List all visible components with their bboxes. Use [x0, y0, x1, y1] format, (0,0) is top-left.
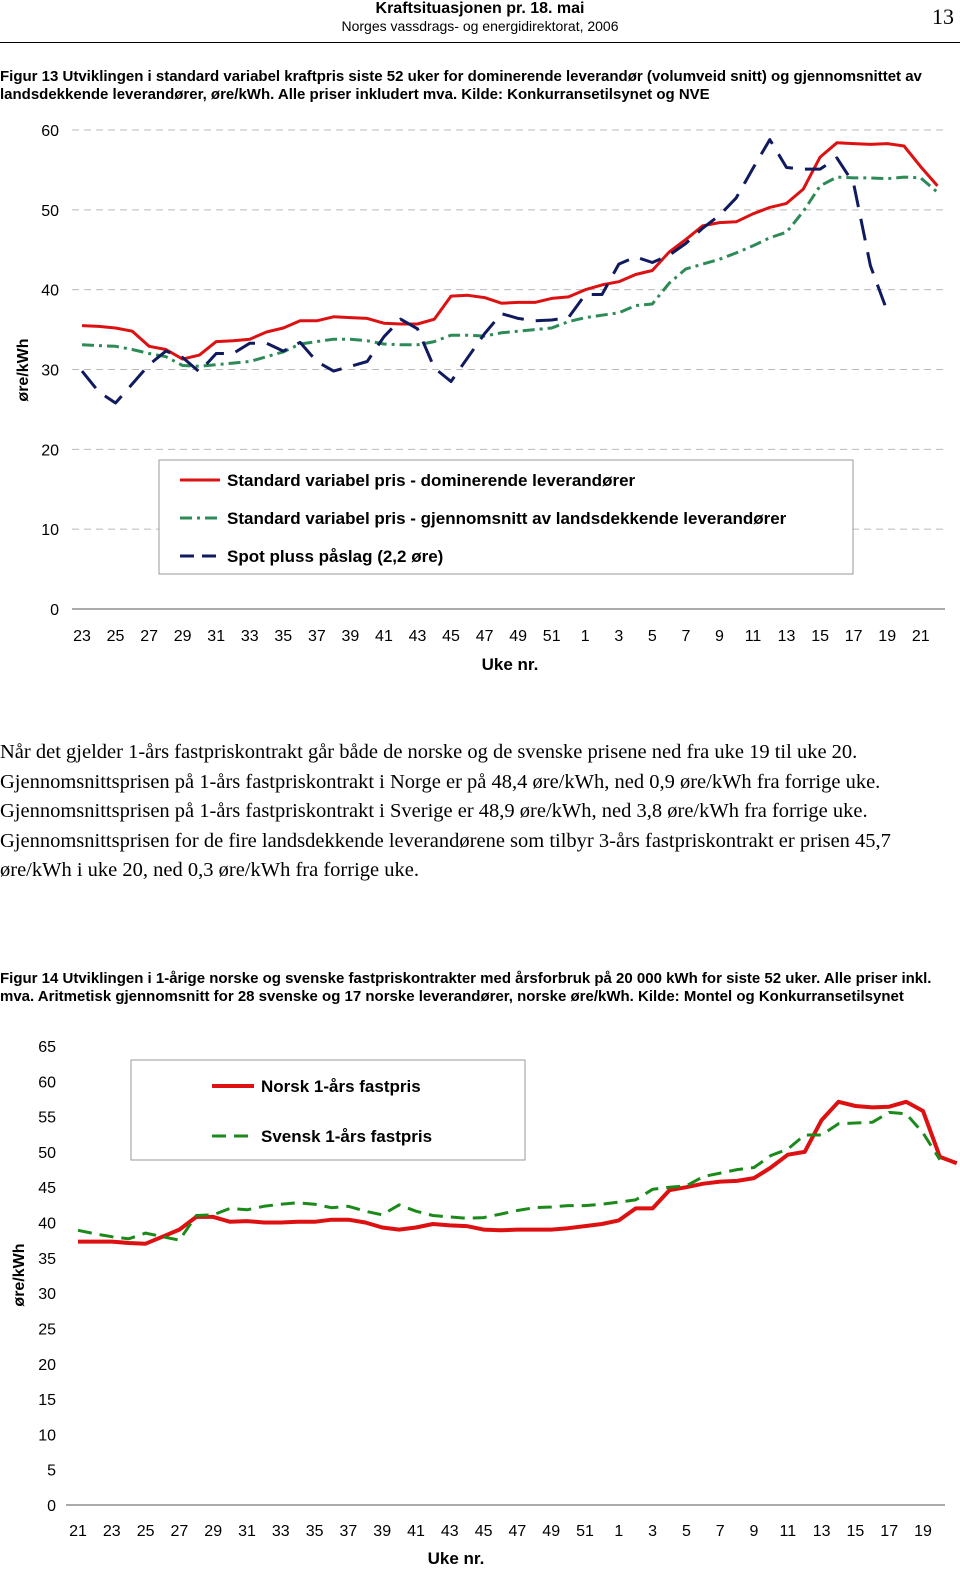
series-line-1	[82, 143, 938, 359]
y-axis-title: øre/kWh	[11, 1243, 28, 1307]
x-tick-label: 1	[614, 1523, 624, 1540]
x-axis-title: Uke nr.	[481, 655, 539, 674]
y-tick-label: 65	[38, 1039, 56, 1056]
x-tick-label: 37	[307, 628, 326, 645]
x-tick-label: 9	[714, 628, 724, 645]
x-tick-label: 17	[880, 1523, 899, 1540]
x-tick-label: 43	[440, 1523, 459, 1540]
x-tick-label: 51	[542, 628, 561, 645]
y-tick-label: 40	[41, 282, 59, 300]
chart-13	[0, 110, 960, 700]
x-tick-label: 31	[238, 1523, 256, 1540]
figure14-caption: Figur 14 Utviklingen i 1-årige norske og svenske fastpriskontrakter med årsforbruk på 20 000 kWh for siste 52 uker. Alle priser inkl. mva. Aritmetisk gjennomsnitt for 28 svenske og 17 norske leverandører, norske øre/kWh. Kilde: Montel og Konkurransetilsynet	[0, 970, 932, 1005]
x-tick-label: 45	[474, 1523, 493, 1540]
legend-label: Norsk 1-års fastpris	[261, 1077, 421, 1096]
x-tick-label: 21	[69, 1523, 87, 1540]
x-tick-label: 33	[240, 628, 259, 645]
x-tick-label: 3	[614, 628, 624, 645]
x-tick-label: 23	[73, 628, 91, 645]
y-tick-label: 45	[38, 1180, 56, 1198]
x-tick-label: 23	[102, 1523, 121, 1540]
figure13-caption: Figur 13 Utviklingen i standard variabel kraftpris siste 52 uker for dominerende leverandør (volumveid snitt) og gjennomsnittet av landsdekkende leverandører, øre/kWh. Alle priser inkludert mva. Kilde: Konkurransetilsynet og NVE	[0, 68, 922, 103]
x-tick-label: 15	[846, 1523, 865, 1540]
y-tick-label: 10	[38, 1427, 56, 1445]
x-tick-label: 27	[170, 1523, 189, 1540]
x-tick-label: 5	[681, 1523, 691, 1540]
x-tick-label: 29	[173, 628, 192, 645]
x-tick-label: 41	[375, 628, 393, 645]
y-tick-label: 20	[38, 1356, 56, 1374]
header-subtitle: Norges vassdrags- og energidirektorat, 2006	[341, 18, 619, 34]
page-header	[0, 0, 960, 40]
x-tick-label: 35	[305, 1523, 324, 1540]
x-tick-label: 31	[207, 628, 226, 645]
series-line-3	[82, 140, 887, 403]
legend-label: Spot pluss påslag (2,2 øre)	[227, 547, 444, 566]
chart-14	[0, 1030, 960, 1570]
page-number: 13	[932, 4, 954, 29]
x-tick-label: 45	[442, 628, 460, 645]
legend-label: Standard variabel pris - gjennomsnitt av landsdekkende leverandører	[227, 509, 787, 528]
x-tick-label: 29	[204, 1523, 223, 1540]
x-tick-label: 1	[580, 628, 590, 645]
x-tick-label: 7	[715, 1523, 725, 1540]
x-tick-label: 13	[777, 628, 796, 645]
y-tick-label: 5	[47, 1462, 56, 1480]
y-tick-label: 30	[41, 362, 59, 380]
x-tick-label: 39	[373, 1523, 392, 1540]
x-tick-label: 49	[509, 628, 528, 645]
y-tick-label: 15	[38, 1392, 56, 1410]
y-tick-label: 0	[50, 602, 59, 619]
x-tick-label: 19	[878, 628, 897, 645]
x-tick-label: 37	[339, 1523, 358, 1540]
header-title: Kraftsituasjonen pr. 18. mai	[375, 0, 585, 17]
x-tick-label: 11	[779, 1523, 797, 1540]
y-tick-label: 35	[38, 1250, 56, 1268]
y-tick-label: 30	[38, 1286, 56, 1304]
y-tick-label: 25	[38, 1321, 56, 1339]
x-tick-label: 51	[576, 1523, 594, 1540]
x-tick-label: 25	[136, 1523, 155, 1540]
x-tick-label: 25	[106, 628, 125, 645]
x-tick-label: 43	[408, 628, 427, 645]
x-tick-label: 7	[681, 628, 691, 645]
x-tick-label: 41	[407, 1523, 425, 1540]
x-tick-label: 33	[271, 1523, 290, 1540]
y-tick-label: 60	[38, 1074, 56, 1092]
y-tick-label: 50	[38, 1144, 56, 1162]
x-axis-title: Uke nr.	[427, 1549, 485, 1568]
y-tick-label: 40	[38, 1215, 56, 1233]
x-tick-label: 11	[744, 628, 762, 645]
x-tick-label: 39	[341, 628, 360, 645]
y-tick-label: 55	[38, 1109, 56, 1127]
y-tick-label: 60	[41, 123, 59, 140]
x-tick-label: 5	[647, 628, 657, 645]
legend-label: Svensk 1-års fastpris	[261, 1127, 433, 1146]
x-tick-label: 3	[648, 1523, 658, 1540]
x-tick-label: 15	[811, 628, 829, 645]
header-rule	[0, 42, 960, 43]
x-tick-label: 49	[542, 1523, 561, 1540]
x-tick-label: 27	[140, 628, 158, 645]
x-tick-label: 47	[508, 1523, 527, 1540]
x-tick-label: 35	[274, 628, 293, 645]
legend-label: Standard variabel pris - dominerende leverandører	[227, 471, 636, 490]
x-tick-label: 21	[911, 628, 930, 645]
x-tick-label: 17	[844, 628, 863, 645]
y-tick-label: 0	[47, 1498, 56, 1515]
y-tick-label: 20	[41, 442, 59, 460]
x-tick-label: 19	[914, 1523, 932, 1540]
body-paragraph: Når det gjelder 1-års fastpriskontrakt går både de norske og de svenske prisene ned fra uke 19 til uke 20. Gjennomsnittsprisen på 1-års fastpriskontrakt i Norge er på 48,4 øre/kWh, ned 0,9 øre/kWh fra forrige uke. Gjennomsnittsprisen på 1-års fastpriskontrakt i Sverige er 48,9 øre/kWh, ned 3,8 øre/kWh fra forrige uke. Gjennomsnittsprisen for de fire landsdekkende leverandørene som tilbyr 3-års fastpriskontrakt er prisen 45,7 øre/kWh i uke 20, ned 0,3 øre/kWh fra forrige uke.	[0, 741, 891, 881]
x-tick-label: 13	[812, 1523, 831, 1540]
y-tick-label: 10	[41, 522, 59, 540]
x-tick-label: 9	[749, 1523, 759, 1540]
y-axis-title: øre/kWh	[15, 338, 32, 402]
x-tick-label: 47	[475, 628, 494, 645]
series-line-2	[82, 177, 938, 366]
y-tick-label: 50	[41, 202, 59, 220]
